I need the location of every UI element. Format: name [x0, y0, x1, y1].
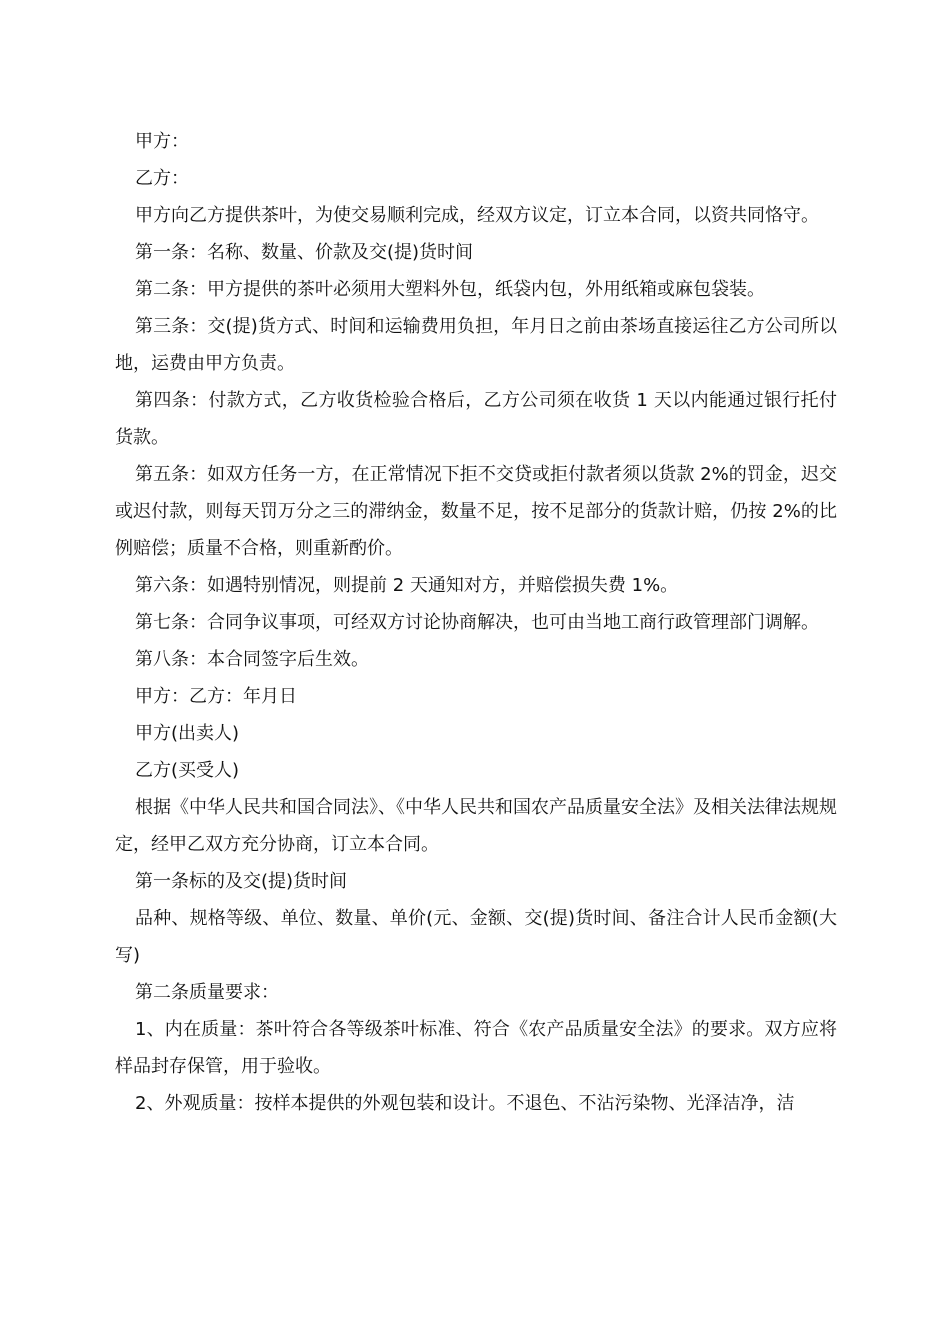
- item-columns-paragraph: 品种、规格等级、单位、数量、单价(元、金额、交(提)货时间、备注合计人民币金额(大写): [115, 908, 837, 966]
- party-a-line: 甲方：: [135, 131, 189, 152]
- contract-body: [115, 123, 837, 1122]
- article-2: 第二条：甲方提供的茶叶必须用大塑料外包，纸袋内包，外用纸箱或麻包袋装。: [135, 279, 765, 300]
- article-4: 第四条：付款方式，乙方收货检验合格后，乙方公司须在收货 1 天以内能通过银行托付货款。: [115, 390, 837, 448]
- quality-item-2: 2、外观质量：按样本提供的外观包装和设计。不退色、不沾污染物、光泽洁净，洁: [135, 1093, 795, 1114]
- article-5: 第五条：如双方任务一方，在正常情况下拒不交贷或拒付款者须以货款 2%的罚金，迟交或迟付款，则每天罚万分之三的滞纳金，数量不足，按不足部分的货款计赔，仍按 2%的比例赔偿；质量不合格，则重新酌价。: [115, 464, 837, 559]
- buyer-line: 乙方(买受人): [135, 760, 240, 781]
- seller-line: 甲方(出卖人): [135, 723, 240, 744]
- article-7: 第七条：合同争议事项，可经双方讨论协商解决，也可由当地工商行政管理部门调解。: [135, 612, 819, 633]
- article-6: 第六条：如遇特别情况，则提前 2 天通知对方，并赔偿损失费 1%。: [135, 575, 679, 596]
- signature-line: 甲方：乙方：年月日: [135, 686, 297, 707]
- preamble-paragraph: 甲方向乙方提供茶叶，为使交易顺利完成，经双方议定，订立本合同，以资共同恪守。: [135, 205, 819, 226]
- section-1-heading: 第一条标的及交(提)货时间: [135, 871, 348, 892]
- section-2-heading: 第二条质量要求：: [135, 982, 279, 1003]
- legal-basis-paragraph: 根据《中华人民共和国合同法》、《中华人民共和国农产品质量安全法》及相关法律法规规定，经甲乙双方充分协商，订立本合同。: [115, 797, 837, 855]
- article-1: 第一条：名称、数量、价款及交(提)货时间: [135, 242, 474, 263]
- article-3: 第三条：交(提)货方式、时间和运输费用负担，年月日之前由茶场直接运往乙方公司所以地，运费由甲方负责。: [115, 316, 837, 374]
- party-b-line: 乙方：: [135, 168, 189, 189]
- quality-item-1: 1、内在质量：茶叶符合各等级茶叶标准、符合《农产品质量安全法》的要求。双方应将样品封存保管，用于验收。: [115, 1019, 837, 1077]
- article-8: 第八条：本合同签字后生效。: [135, 649, 369, 670]
